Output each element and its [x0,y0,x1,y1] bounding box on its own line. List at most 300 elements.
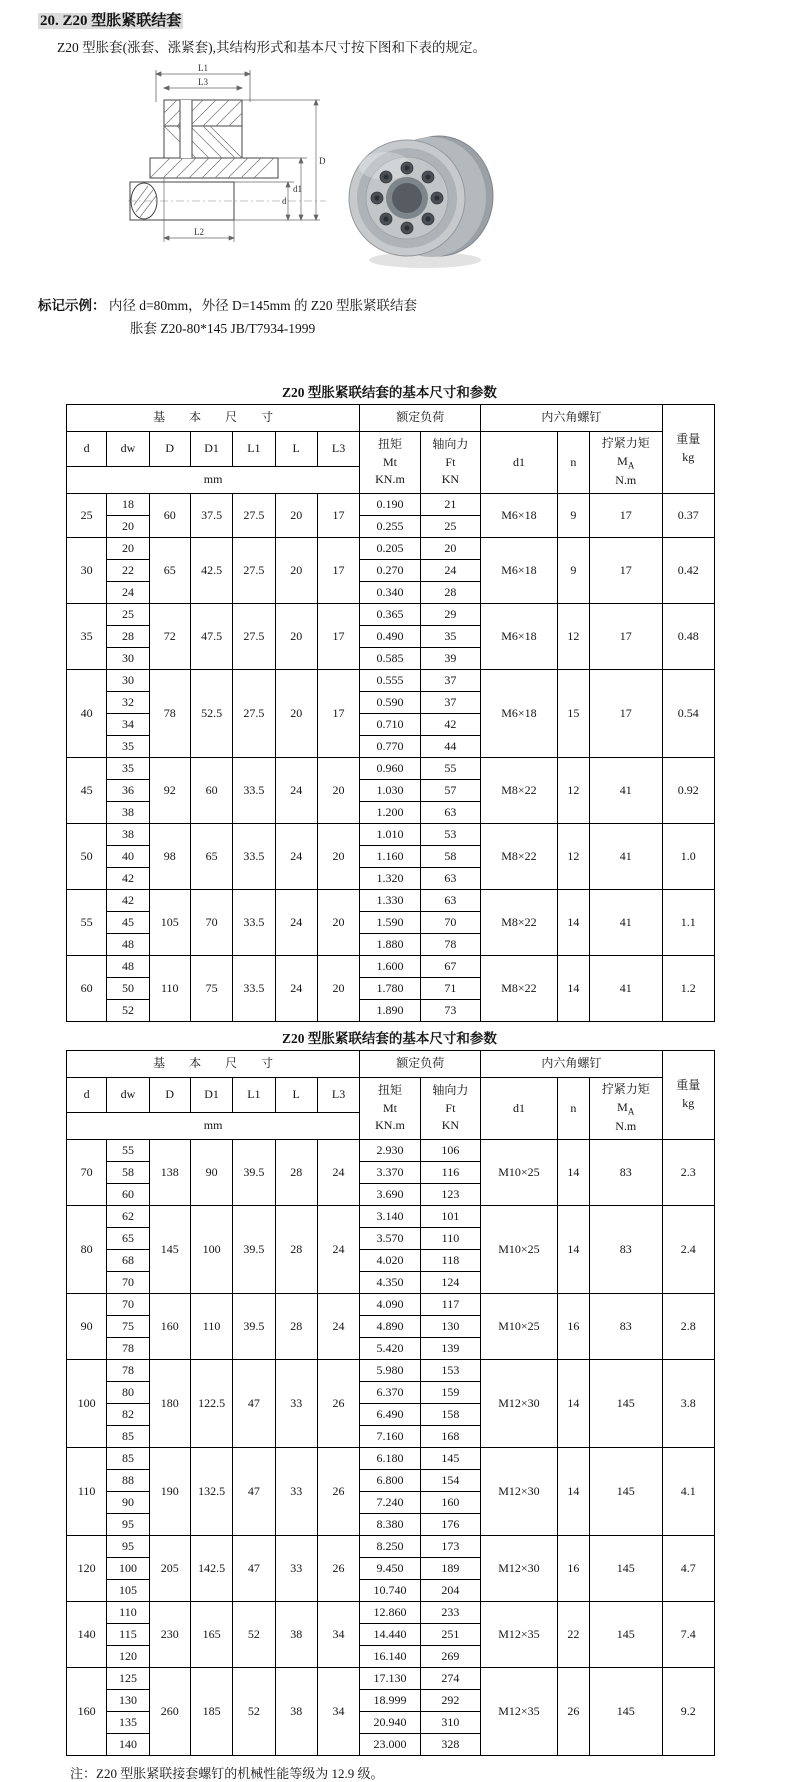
cell-n: 14 [557,1359,589,1447]
cell-dw: 70 [107,1293,149,1315]
cell-Mt: 1.160 [360,845,420,867]
cell-kg: 0.48 [662,603,714,669]
cell-Ft: 328 [420,1733,480,1755]
cell-MA: 41 [589,889,662,955]
cell-L3: 24 [317,1205,359,1293]
cell-Ft: 251 [420,1623,480,1645]
cell-Ft: 204 [420,1579,480,1601]
cell-Ft: 73 [420,999,480,1021]
cell-n: 14 [557,1205,589,1293]
data-row [67,1205,715,1227]
cell-Mt: 0.365 [360,603,420,625]
cell-D1: 110 [190,1293,232,1359]
cell-dw: 88 [107,1469,149,1491]
cell-d: 45 [67,757,107,823]
cell-Ft: 118 [420,1249,480,1271]
cell-n: 16 [557,1293,589,1359]
cell-Ft: 58 [420,845,480,867]
cell-dw: 130 [107,1689,149,1711]
cell-kg: 0.92 [662,757,714,823]
cell-Mt: 18.999 [360,1689,420,1711]
cell-Ft: 160 [420,1491,480,1513]
cell-d: 70 [67,1139,107,1205]
cell-D1: 122.5 [190,1359,232,1447]
th-D1: D1 [190,1077,232,1112]
cell-L: 33 [275,1535,317,1601]
cell-Mt: 3.570 [360,1227,420,1249]
cell-Mt: 1.200 [360,801,420,823]
cell-D1: 132.5 [190,1447,232,1535]
cell-D1: 142.5 [190,1535,232,1601]
cell-MA: 17 [589,493,662,537]
cell-Mt: 6.370 [360,1381,420,1403]
cell-d: 50 [67,823,107,889]
th-L1: L1 [233,1077,275,1112]
th-hex-screw: 内六角螺钉 [481,404,662,431]
cell-MA: 145 [589,1601,662,1667]
cell-L: 20 [275,603,317,669]
cell-kg: 0.42 [662,537,714,603]
cell-Ft: 117 [420,1293,480,1315]
cell-Ft: 189 [420,1557,480,1579]
cell-L3: 34 [317,1601,359,1667]
cell-Ft: 63 [420,867,480,889]
cell-dw: 38 [107,823,149,845]
cell-L: 28 [275,1205,317,1293]
cell-D: 180 [149,1359,190,1447]
cell-L3: 26 [317,1535,359,1601]
cell-D: 98 [149,823,190,889]
cell-d: 25 [67,493,107,537]
cell-Ft: 173 [420,1535,480,1557]
cell-L: 24 [275,757,317,823]
cell-kg: 4.7 [662,1535,714,1601]
th-basic-dims: 基 本 尺 寸 [67,404,360,431]
cell-L1: 33.5 [233,757,275,823]
cell-dw: 85 [107,1425,149,1447]
footnote: 注：Z20 型胀紧联接套螺钉的机械性能等级为 12.9 级。 [70,1765,384,1781]
technical-drawing [128,62,328,289]
dimensions-table-1 [66,404,715,1022]
cell-D1: 70 [190,889,232,955]
cell-MA: 17 [589,669,662,757]
cell-Ft: 63 [420,889,480,911]
cell-D: 205 [149,1535,190,1601]
cell-dw: 45 [107,911,149,933]
cell-d1: M8×22 [481,955,558,1021]
th-torque-symbol: Mt [382,454,397,469]
cell-L1: 33.5 [233,889,275,955]
cell-dw: 24 [107,581,149,603]
cell-dw: 105 [107,1579,149,1601]
data-row [67,823,715,845]
data-row [67,1601,715,1623]
cell-MA: 145 [589,1667,662,1755]
cell-d: 60 [67,955,107,1021]
cell-Mt: 0.590 [360,691,420,713]
cell-dw: 60 [107,1183,149,1205]
th-d1: d1 [481,1077,558,1139]
cell-Ft: 124 [420,1271,480,1293]
cell-Mt: 1.010 [360,823,420,845]
th-D: D [149,1077,190,1112]
th-n: n [557,431,589,493]
cell-dw: 120 [107,1645,149,1667]
cell-MA: 83 [589,1293,662,1359]
cell-d: 30 [67,537,107,603]
cell-Ft: 159 [420,1381,480,1403]
cell-dw: 95 [107,1513,149,1535]
cell-Mt: 23.000 [360,1733,420,1755]
th-L: L [275,431,317,466]
cell-Ft: 55 [420,757,480,779]
cell-dw: 34 [107,713,149,735]
cell-d1: M12×30 [481,1359,558,1447]
cell-D: 92 [149,757,190,823]
th-axial-symbol: Ft [445,1100,456,1115]
cell-D: 145 [149,1205,190,1293]
cell-L: 33 [275,1447,317,1535]
cell-Ft: 42 [420,713,480,735]
cell-L: 28 [275,1293,317,1359]
cell-kg: 0.54 [662,669,714,757]
intro-paragraph: Z20 型胀套(涨套、涨紧套),其结构形式和基本尺寸按下图和下表的规定。 [57,39,486,55]
cell-Ft: 110 [420,1227,480,1249]
cell-D: 160 [149,1293,190,1359]
cell-d: 80 [67,1205,107,1293]
cell-kg: 4.1 [662,1447,714,1535]
cell-L3: 24 [317,1139,359,1205]
th-axial-label: 轴向力 [432,1083,469,1098]
table1-body [67,493,715,1021]
cell-L: 20 [275,493,317,537]
th-basic-dims: 基 本 尺 寸 [67,1050,360,1077]
figure-block [0,62,793,284]
cell-L1: 39.5 [233,1293,275,1359]
cell-Ft: 39 [420,647,480,669]
cell-dw: 42 [107,889,149,911]
cell-n: 12 [557,603,589,669]
th-tighten-unit: N.m [615,1118,637,1133]
cell-MA: 83 [589,1205,662,1293]
cell-Mt: 0.585 [360,647,420,669]
cell-L1: 27.5 [233,669,275,757]
cell-Mt: 1.590 [360,911,420,933]
cell-L: 24 [275,889,317,955]
cell-Ft: 274 [420,1667,480,1689]
th-weight [662,1050,714,1139]
cell-D: 138 [149,1139,190,1205]
cell-Ft: 71 [420,977,480,999]
cell-dw: 135 [107,1711,149,1733]
cell-Mt: 0.770 [360,735,420,757]
cell-Mt: 0.190 [360,493,420,515]
cell-n: 12 [557,823,589,889]
th-tighten-label: 拧紧力矩 [601,436,650,451]
th-tighten-unit: N.m [615,472,637,487]
cell-MA: 145 [589,1535,662,1601]
th-axial-unit: KN [441,1117,460,1132]
cell-Mt: 2.930 [360,1139,420,1161]
cell-dw: 35 [107,735,149,757]
cell-d1: M12×35 [481,1667,558,1755]
cell-D: 60 [149,493,190,537]
th-mm-unit: mm [67,466,360,493]
cell-Mt: 0.205 [360,537,420,559]
cell-dw: 25 [107,603,149,625]
cell-L3: 26 [317,1359,359,1447]
th-D: D [149,431,190,466]
cell-n: 15 [557,669,589,757]
cell-Ft: 78 [420,933,480,955]
th-D1: D1 [190,431,232,466]
th-L1: L1 [233,431,275,466]
cell-n: 9 [557,537,589,603]
cell-d: 35 [67,603,107,669]
cell-Ft: 101 [420,1205,480,1227]
cell-d1: M10×25 [481,1139,558,1205]
cell-L1: 27.5 [233,493,275,537]
cell-D1: 100 [190,1205,232,1293]
cell-MA: 41 [589,823,662,889]
cell-D1: 37.5 [190,493,232,537]
data-row [67,1667,715,1689]
cell-L: 38 [275,1601,317,1667]
cell-n: 14 [557,1139,589,1205]
th-torque [360,431,420,493]
cell-dw: 65 [107,1227,149,1249]
th-dw: dw [107,431,149,466]
cell-Mt: 9.450 [360,1557,420,1579]
cell-MA: 17 [589,537,662,603]
cell-dw: 30 [107,669,149,691]
cell-Mt: 0.490 [360,625,420,647]
cell-L: 24 [275,823,317,889]
cell-kg: 3.8 [662,1359,714,1447]
cell-kg: 2.8 [662,1293,714,1359]
cell-dw: 36 [107,779,149,801]
cell-Mt: 1.780 [360,977,420,999]
th-n: n [557,1077,589,1139]
cell-D: 72 [149,603,190,669]
cell-dw: 38 [107,801,149,823]
cell-Mt: 8.380 [360,1513,420,1535]
cell-Ft: 21 [420,493,480,515]
cell-dw: 42 [107,867,149,889]
cell-L: 33 [275,1359,317,1447]
th-weight-unit: kg [682,449,695,464]
cell-d: 120 [67,1535,107,1601]
cell-L3: 17 [317,537,359,603]
cell-Ft: 168 [420,1425,480,1447]
cell-L3: 17 [317,493,359,537]
cell-dw: 78 [107,1337,149,1359]
cell-Ft: 28 [420,581,480,603]
cell-D1: 42.5 [190,537,232,603]
th-torque-label: 扭矩 [377,1083,402,1098]
th-d: d [67,431,107,466]
cell-Mt: 5.980 [360,1359,420,1381]
cell-L1: 33.5 [233,955,275,1021]
cell-dw: 70 [107,1271,149,1293]
cell-MA: 83 [589,1139,662,1205]
cell-Ft: 37 [420,691,480,713]
cell-D1: 185 [190,1667,232,1755]
cell-Mt: 0.555 [360,669,420,691]
cell-Mt: 1.330 [360,889,420,911]
cell-L: 38 [275,1667,317,1755]
cell-Ft: 292 [420,1689,480,1711]
cell-d: 160 [67,1667,107,1755]
cell-dw: 55 [107,1139,149,1161]
cell-kg: 2.4 [662,1205,714,1293]
dim-label-L2: L2 [194,226,204,237]
cell-dw: 85 [107,1447,149,1469]
cell-d: 40 [67,669,107,757]
th-L: L [275,1077,317,1112]
cell-L: 20 [275,669,317,757]
cell-n: 14 [557,955,589,1021]
cell-kg: 1.2 [662,955,714,1021]
cell-D: 105 [149,889,190,955]
cell-MA: 41 [589,955,662,1021]
product-photo [345,128,495,278]
dimensions-table-2 [66,1050,715,1756]
cell-dw: 58 [107,1161,149,1183]
cell-Mt: 14.440 [360,1623,420,1645]
cell-Ft: 145 [420,1447,480,1469]
cell-d1: M10×25 [481,1205,558,1293]
th-rated-load: 额定负荷 [360,1050,481,1077]
cell-n: 16 [557,1535,589,1601]
th-axial-label: 轴向力 [432,437,469,452]
cell-dw: 68 [107,1249,149,1271]
cell-D: 230 [149,1601,190,1667]
cell-L1: 39.5 [233,1139,275,1205]
th-torque [360,1077,420,1139]
cell-Mt: 0.255 [360,515,420,537]
cell-dw: 100 [107,1557,149,1579]
dim-label-D: D [319,155,326,166]
th-torque-unit: KN.m [375,1117,405,1132]
cell-D: 110 [149,955,190,1021]
cell-dw: 22 [107,559,149,581]
cell-dw: 80 [107,1381,149,1403]
cell-dw: 75 [107,1315,149,1337]
cell-L3: 20 [317,955,359,1021]
cell-L3: 26 [317,1447,359,1535]
th-axial-force [420,431,480,493]
cell-dw: 82 [107,1403,149,1425]
data-row [67,603,715,625]
cell-d1: M6×18 [481,603,558,669]
cell-Mt: 3.370 [360,1161,420,1183]
cell-Mt: 10.740 [360,1579,420,1601]
cell-D: 190 [149,1447,190,1535]
table2-title: Z20 型胀紧联结套的基本尺寸和参数 [282,1030,497,1046]
cell-Mt: 7.240 [360,1491,420,1513]
cell-kg: 9.2 [662,1667,714,1755]
cell-n: 12 [557,757,589,823]
cell-L1: 47 [233,1447,275,1535]
cell-Mt: 1.600 [360,955,420,977]
cell-L1: 27.5 [233,537,275,603]
cell-Ft: 37 [420,669,480,691]
data-row [67,1293,715,1315]
cell-D1: 75 [190,955,232,1021]
data-row [67,1535,715,1557]
cell-kg: 2.3 [662,1139,714,1205]
dim-label-d1: d1 [293,183,302,194]
cell-D1: 165 [190,1601,232,1667]
cell-L: 28 [275,1139,317,1205]
cell-dw: 20 [107,537,149,559]
th-tighten-torque [589,431,662,493]
page-title [38,12,793,31]
cell-kg: 7.4 [662,1601,714,1667]
cell-L3: 34 [317,1667,359,1755]
cell-Mt: 4.350 [360,1271,420,1293]
cell-Ft: 35 [420,625,480,647]
cell-dw: 90 [107,1491,149,1513]
cell-Ft: 176 [420,1513,480,1535]
cell-Mt: 17.130 [360,1667,420,1689]
table2-body [67,1139,715,1755]
cross-section-drawing-svg [128,62,328,284]
cell-dw: 95 [107,1535,149,1557]
th-tighten-symbol: $M_A$ [617,1099,635,1116]
cell-D1: 65 [190,823,232,889]
cell-D: 260 [149,1667,190,1755]
cell-d1: M8×22 [481,889,558,955]
th-d1: d1 [481,431,558,493]
cell-Mt: 4.020 [360,1249,420,1271]
cell-Mt: 6.490 [360,1403,420,1425]
cell-kg: 1.0 [662,823,714,889]
cell-Mt: 20.940 [360,1711,420,1733]
cell-Mt: 6.180 [360,1447,420,1469]
dim-label-d: d [282,195,287,206]
data-row [67,1139,715,1161]
marking-example-label: 标记示例： [38,297,106,313]
cell-Ft: 70 [420,911,480,933]
th-axial-force [420,1077,480,1139]
data-row [67,537,715,559]
marking-example-line2: 胀套 Z20-80*145 JB/T7934-1999 [130,320,316,336]
dim-label-L3: L3 [198,76,208,87]
cell-L3: 20 [317,823,359,889]
cell-Ft: 53 [420,823,480,845]
dim-label-L1: L1 [198,62,208,73]
th-L3: L3 [317,431,359,466]
th-rated-load: 额定负荷 [360,404,481,431]
cell-Mt: 0.270 [360,559,420,581]
cell-Mt: 12.860 [360,1601,420,1623]
cell-Ft: 57 [420,779,480,801]
th-mm-unit: mm [67,1112,360,1139]
cell-Mt: 3.690 [360,1183,420,1205]
cell-L3: 20 [317,757,359,823]
data-row [67,1359,715,1381]
cell-kg: 1.1 [662,889,714,955]
cell-Ft: 153 [420,1359,480,1381]
cell-MA: 145 [589,1447,662,1535]
cell-L1: 33.5 [233,823,275,889]
cell-L3: 17 [317,669,359,757]
cell-d1: M12×30 [481,1535,558,1601]
cell-dw: 35 [107,757,149,779]
cell-d1: M6×18 [481,493,558,537]
